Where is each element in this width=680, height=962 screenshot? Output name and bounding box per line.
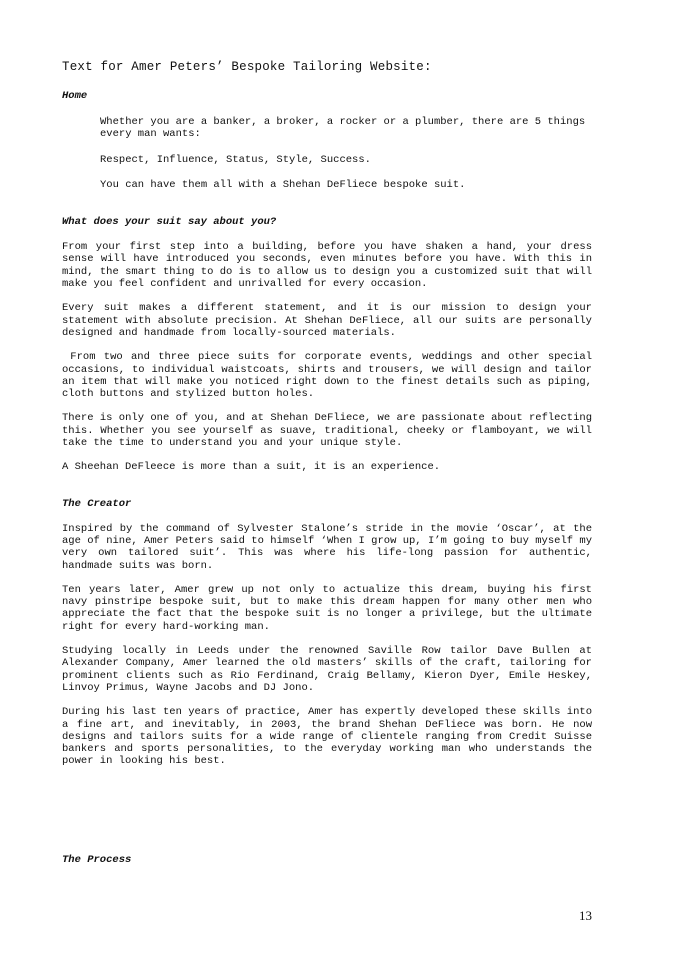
suit-paragraph: From your first step into a building, before you have shaken a hand, your dress sense will have introduced you seconds, even minutes before you have. With this in mind, the smart thing to do is to allow us to design you a customized suit that will make you feel confident and unrivalled for every occasion. — [62, 241, 592, 291]
creator-heading: The Creator — [62, 497, 132, 510]
creator-paragraph: Ten years later, Amer grew up not only to actualize this dream, buying his first navy pinstripe bespoke suit, but to make this dream happen for many other men who appreciate the fact that the bespoke suit is no longer a privilege, but the ultimate right for every hard-working man. — [62, 583, 592, 633]
home-paragraph: Respect, Influence, Status, Style, Success. — [100, 153, 371, 166]
suit-paragraph: There is only one of you, and at Shehan DeFliece, we are passionate about reflecting this. Whether you see yourself as suave, traditional, cheeky or flamboyant, we will take the time to understand you and your unique style. — [62, 412, 592, 450]
document-page — [62, 60, 599, 866]
suit-paragraph: A Sheehan DeFleece is more than a suit, it is an experience. — [62, 461, 441, 474]
home-heading: Home — [62, 90, 88, 102]
suit-paragraph: Every suit makes a different statement, and it is our mission to design your statement with absolute precision. At Shehan DeFliece, all our suits are personally designed and handmade from locally-sourced materials. — [62, 302, 592, 339]
suit-paragraph: From two and three piece suits for corporate events, weddings and other special occasions, to individual waistcoats, shirts and trousers, we will design and tailor an item that will make you noticed right down to the finest details such as piping, cloth buttons and stylized button holes. — [62, 351, 599, 401]
home-paragraph: You can have them all with a Shehan DeFliece bespoke suit. — [100, 178, 466, 191]
creator-paragraph: Studying locally in Leeds under the renowned Saville Row tailor Dave Bullen at Alexander Company, Amer learned the old masters’ skills of the craft, tailoring for prominent clients such as Rio Ferdinand, Craig Bellamy, Kieron Dyer, Emile Heskey, Linvoy Primus, Wayne Jacobs and DJ Jono. — [62, 645, 592, 694]
document-title: Text for Amer Peters’ Bespoke Tailoring Website: — [62, 60, 432, 74]
creator-paragraph: Inspired by the command of Sylvester Stalone’s stride in the movie ‘Oscar’, at the age of nine, Amer Peters said to himself ‘When I grow up, I’m going to buy myself my very own tailored suit’. This was where his life-long passion for authentic, handmade suits was born. — [62, 522, 592, 572]
page-number: 13 — [579, 908, 592, 923]
creator-paragraph: During his last ten years of practice, Amer has expertly developed these skills into a fine art, and inevitably, in 2003, the brand Shehan DeFliece was born. He now designs and tailors suits for a wide range of clientele ranging from Credit Suisse bankers and sports personalities, to the everyday working man who understands the power in looking his best. — [62, 706, 592, 768]
process-heading: The Process — [62, 853, 132, 866]
suit-section-heading: What does your suit say about you? — [62, 216, 277, 229]
home-paragraph: Whether you are a banker, a broker, a rocker or a plumber, there are 5 things every man wants: — [100, 116, 586, 141]
